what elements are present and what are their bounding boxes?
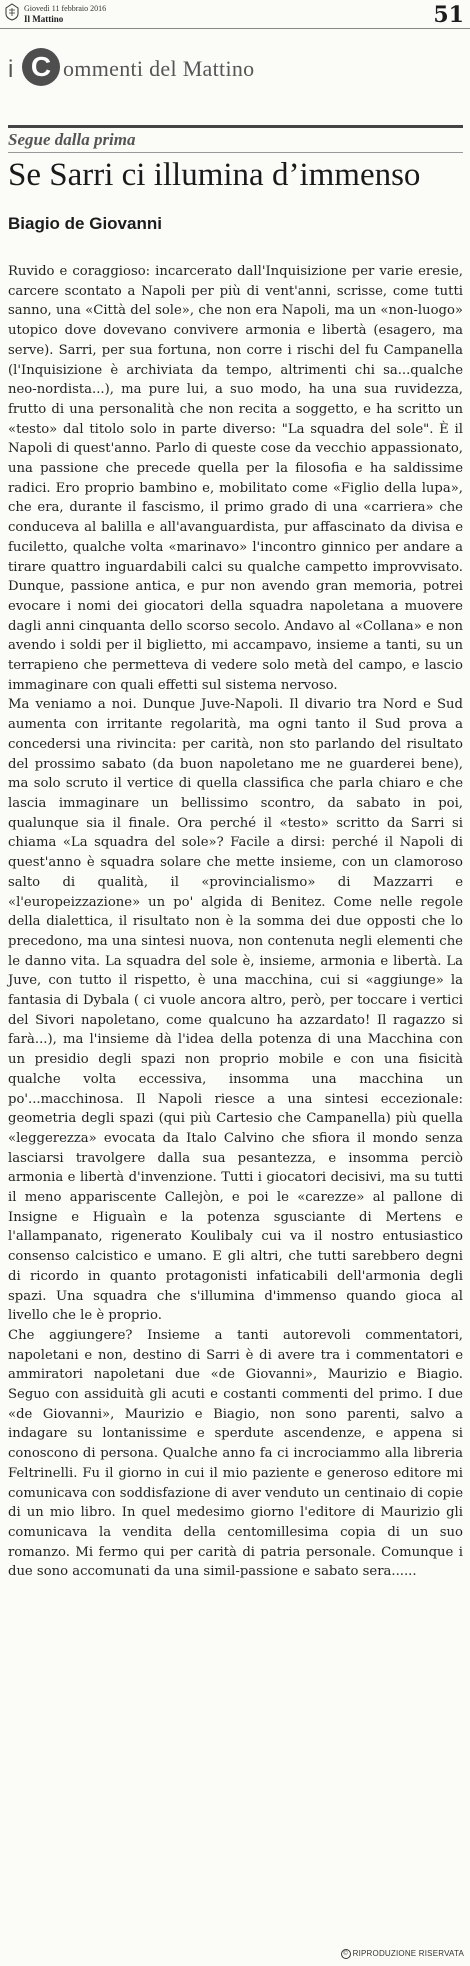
headline-divider xyxy=(8,152,463,153)
article-paragraph: Ruvido e coraggioso: incarcerato dall'Inquisizione per varie eresie, carcere scontato a Napoli per più di vent'anni, scrisse, come tutti sanno, una «Città del sole», che non era Napoli, ma un «non-luogo» utopico dove dovevano convivere armonia e libertà (esagero, ma serve). Sarri, per sua fortuna, non corre i rischi del fu Campanella (l'Inquisizione è archiviata da tempo, altrimenti chi sa...qualche neo-nordista...), ma pure lui, a suo modo, ha una sua ruvidezza, frutto di una personalità che non recita a soggetto, e ha scritto un «testo» dal titolo solo in parte diverso: "La squadra del sole". È il Napoli di quest'anno. Parlo di queste cose da vecchio appassionato, una passione che precede quella per la filosofia e ha saldissime radici. Ero proprio bambino e, mobilitato come «Figlio della lupa», che era, durante il fascismo, il primo grado di una «carriera» che conduceva al balilla e all'avanguardista, pur affascinato da divisa e fuciletto, qualche volta «marinavo» l'incontro ginnico per andare a tirare quattro inguardabili calci su qualche campetto improvvisato. Dunque, passione antica, e pur non avendo gran memoria, potrei evocare i nomi dei giocatori della squadra napoletana a muovere dagli anni cinquanta dello scorso secolo. Andavo al «Collana» e non avendo i soldi per il biglietto, mi accampavo, insieme a tanti, su un terrapieno che permetteva di vedere solo metà del campo, e lascio immaginare con quali effetti sul sistema nervoso. xyxy=(8,264,463,693)
article-paragraph: Che aggiungere? Insieme a tanti autorevoli commentatori, napoletani e non, destino di Sarri è di avere tra i commentatori e ammiratori napoletani due «de Giovanni», Maurizio e Biagio. Seguo con assiduità gli acuti e costanti commenti del primo. I due «de Giovanni», Maurizio e Biagio, non sono parenti, salvo a indagare su lontanissime e sperdute ascendenze, e appena si conoscono di persona. Qualche anno fa ci incrociammo alla libreria Feltrinelli. Fu il giorno in cui il mio paziente e generoso editore mi comunicava con soddisfazione di aver venduto un centinaio di copie di un mio libro. In quel medesimo giorno l'editore di Maurizio gli comunicava la vendita della centomillesima copia di un suo romanzo. Mi fermo qui per carità di patria personale. Comunque i due sono accomunati da una simil-passione e sabato sera...... xyxy=(8,1327,464,1580)
kicker-divider xyxy=(8,125,463,128)
copyright-notice xyxy=(341,1949,464,1959)
article-paragraph: Ma veniamo a noi. Dunque Juve-Napoli. Il divario tra Nord e Sud aumenta con irritante regolarità, ma ogni tanto il Sud prova a concedersi una rivincita: per carità, non sto parlando del risultato del prossimo sabato (da buon napoletano me ne guarderei bene), ma solo scruto il vertice di quella classifica che parla chiaro e che lascia immaginare un bellissimo scontro, da sabato in poi, qualunque sia il finale. Ora perché il «testo» scritto da Sarri si chiama «La squadra del sole»? Facile a dirsi: perché il Napoli di quest'anno è squadra solare che mette insieme, con un clamoroso salto di qualità, il «provincialismo» di Mazzarri e «l'europeizzazione» un po' algida di Benitez. Come nelle regole della dialettica, il risultato non è la somma dei due opposti che lo precedono, ma una sintesi nuova, non contenuta negli elementi che le danno vita. La squadra del sole è, insieme, armonia e libertà. La Juve, con tutto il rispetto, è una macchina, cui si «aggiunge» la fantasia di Dybala ( ci vuole ancora altro, però, per toccare i vertici del Sivori napoletano, come qualcuno ha azzardato! Il ragazzo si farà...), ma l'insieme dà l'idea della potenza di una Macchina con un presidio degli spazi non proprio mobile e con una fisicità qualche volta eccessiva, insomma una macchina un po'...macchinosa. Il Napoli riesce a una sintesi eccezionale: geometria degli spazi (qui più Cartesio che Campanella) più quella «leggerezza» evocata da Italo Calvino che sfiora il mondo senza lasciarsi travolgere dalla sua pesantezza, e insomma perciò armonia e libertà d'invenzione. Tutti i giocatori decisivi, ma su tutti il meno appariscente Callejòn, e poi le «carezze» al pallone di Insigne e Higuaìn e la potenza sgusciante di Mertens e l'allampanato, rigenerato Koulibaly cui va il nostro entusiastico consenso calcistico e umano. E gli altri, che tutti sarebbero degni di ricordo in quanto protagonisti infaticabili dell'armonia degli spazi. Una squadra che s'illumina d'immenso quando gioca al livello che le è proprio. xyxy=(8,697,463,1324)
page-header xyxy=(0,0,470,29)
section-title xyxy=(8,48,463,92)
article-body xyxy=(8,262,463,1582)
kicker: Segue dalla prima xyxy=(8,130,136,149)
section-name: ommenti del Mattino xyxy=(63,56,255,81)
page-number: 51 xyxy=(433,2,464,28)
newspaper-name: Il Mattino xyxy=(24,14,64,24)
newspaper-emblem-icon xyxy=(4,3,20,21)
copyright-text: RIPRODUZIONE RISERVATA xyxy=(352,1949,464,1959)
issue-date: Giovedì 11 febbraio 2016 xyxy=(24,4,107,13)
copyright-icon: © xyxy=(341,1949,351,1959)
section-prefix: i xyxy=(8,56,14,83)
article-headline: Se Sarri ci illumina d’immenso xyxy=(8,157,421,193)
section-badge: C xyxy=(22,48,60,86)
article-author: Biagio de Giovanni xyxy=(8,214,162,233)
